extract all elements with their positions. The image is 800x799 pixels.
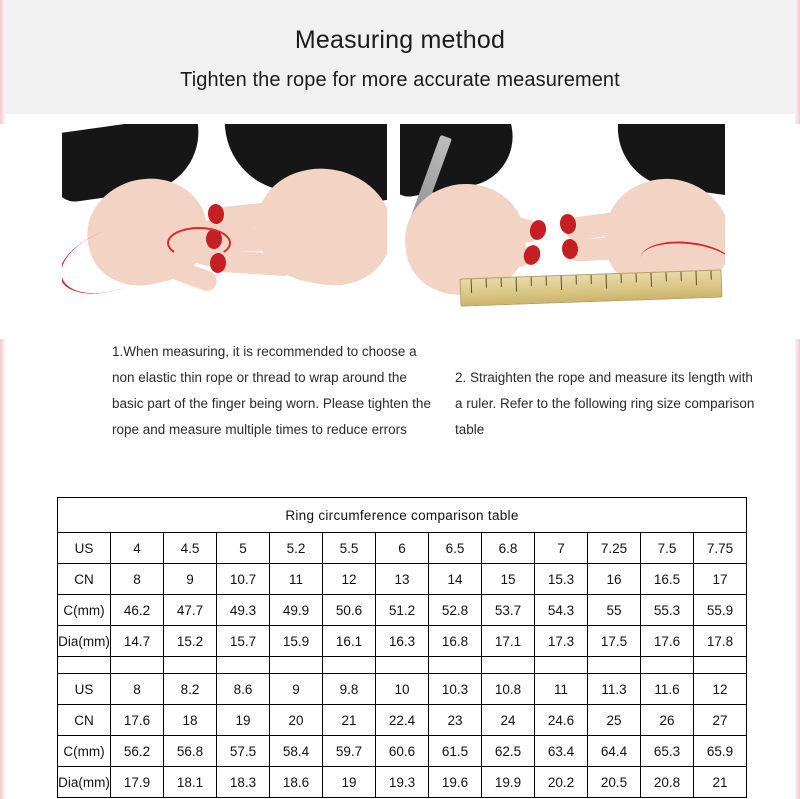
cell-block2-cn-8: 24.6 bbox=[535, 705, 588, 736]
header bbox=[0, 0, 800, 114]
cell-block1-cmm-6: 52.8 bbox=[429, 595, 482, 626]
spacer-cell bbox=[164, 657, 217, 674]
spacer-cell bbox=[694, 657, 747, 674]
cell-block2-cn-3: 20 bbox=[270, 705, 323, 736]
cell-block2-us-5: 10 bbox=[376, 674, 429, 705]
cell-block1-cn-8: 15.3 bbox=[535, 564, 588, 595]
cell-block2-us-11: 12 bbox=[694, 674, 747, 705]
cell-block2-cmm-6: 61.5 bbox=[429, 736, 482, 767]
row-label-cmm: C(mm) bbox=[58, 595, 111, 626]
row-label-cn: CN bbox=[58, 564, 111, 595]
cell-block2-diamm-10: 20.8 bbox=[641, 767, 694, 798]
cell-block1-cmm-11: 55.9 bbox=[694, 595, 747, 626]
page-subtitle: Tighten the rope for more accurate measurement bbox=[180, 69, 620, 91]
cell-block1-diamm-0: 14.7 bbox=[111, 626, 164, 657]
cell-block1-cn-1: 9 bbox=[164, 564, 217, 595]
cell-block1-us-4: 5.5 bbox=[323, 533, 376, 564]
cell-block1-us-8: 7 bbox=[535, 533, 588, 564]
cell-block1-cmm-10: 55.3 bbox=[641, 595, 694, 626]
page-title: Measuring method bbox=[294, 26, 506, 54]
caption-row bbox=[0, 339, 800, 459]
cell-block2-diamm-1: 18.1 bbox=[164, 767, 217, 798]
caption-step-1: 1.When measuring, it is recommended to choose a non elastic thin rope or thread to wrap around the basic part of the finger being worn. Please tighten the rope and measure multiple times to reduce errors bbox=[112, 344, 431, 437]
cell-block2-us-0: 8 bbox=[111, 674, 164, 705]
cell-block1-diamm-7: 17.1 bbox=[482, 626, 535, 657]
cell-block2-us-3: 9 bbox=[270, 674, 323, 705]
cell-block2-us-1: 8.2 bbox=[164, 674, 217, 705]
cell-block2-cmm-2: 57.5 bbox=[217, 736, 270, 767]
cell-block1-cn-9: 16 bbox=[588, 564, 641, 595]
cell-block1-diamm-9: 17.5 bbox=[588, 626, 641, 657]
cell-block2-cn-9: 25 bbox=[588, 705, 641, 736]
cell-block2-cn-1: 18 bbox=[164, 705, 217, 736]
cell-block2-us-7: 10.8 bbox=[482, 674, 535, 705]
cell-block2-us-8: 11 bbox=[535, 674, 588, 705]
cell-block2-us-2: 8.6 bbox=[217, 674, 270, 705]
cell-block1-diamm-8: 17.3 bbox=[535, 626, 588, 657]
cell-block1-cn-3: 11 bbox=[270, 564, 323, 595]
spacer-cell bbox=[323, 657, 376, 674]
row-label-diamm: Dia(mm) bbox=[58, 626, 111, 657]
cell-block2-diamm-6: 19.6 bbox=[429, 767, 482, 798]
spacer-cell bbox=[482, 657, 535, 674]
spacer-cell bbox=[111, 657, 164, 674]
cell-block2-cn-2: 19 bbox=[217, 705, 270, 736]
cell-block1-us-7: 6.8 bbox=[482, 533, 535, 564]
cell-block2-diamm-8: 20.2 bbox=[535, 767, 588, 798]
table-row bbox=[58, 674, 747, 705]
cell-block1-us-9: 7.25 bbox=[588, 533, 641, 564]
cell-block1-cmm-1: 47.7 bbox=[164, 595, 217, 626]
cell-block1-cmm-3: 49.9 bbox=[270, 595, 323, 626]
hand-with-rope-photo bbox=[62, 124, 387, 329]
cell-block2-cmm-0: 56.2 bbox=[111, 736, 164, 767]
row-label-diamm: Dia(mm) bbox=[58, 767, 111, 798]
row-label-us: US bbox=[58, 533, 111, 564]
cell-block2-diamm-2: 18.3 bbox=[217, 767, 270, 798]
cell-block1-cmm-4: 50.6 bbox=[323, 595, 376, 626]
cell-block2-diamm-4: 19 bbox=[323, 767, 376, 798]
spacer-cell bbox=[376, 657, 429, 674]
cell-block2-cn-5: 22.4 bbox=[376, 705, 429, 736]
cell-block2-cn-10: 26 bbox=[641, 705, 694, 736]
cell-block2-us-4: 9.8 bbox=[323, 674, 376, 705]
table-row bbox=[58, 767, 747, 798]
cell-block1-cn-2: 10.7 bbox=[217, 564, 270, 595]
cell-block1-diamm-1: 15.2 bbox=[164, 626, 217, 657]
cell-block2-cn-4: 21 bbox=[323, 705, 376, 736]
cell-block2-cmm-10: 65.3 bbox=[641, 736, 694, 767]
cell-block1-us-5: 6 bbox=[376, 533, 429, 564]
cell-block2-cmm-3: 58.4 bbox=[270, 736, 323, 767]
table-row bbox=[58, 564, 747, 595]
cell-block1-us-1: 4.5 bbox=[164, 533, 217, 564]
cell-block1-diamm-11: 17.8 bbox=[694, 626, 747, 657]
table-row bbox=[58, 626, 747, 657]
spacer-cell bbox=[270, 657, 323, 674]
cell-block1-cn-10: 16.5 bbox=[641, 564, 694, 595]
cell-block2-cmm-8: 63.4 bbox=[535, 736, 588, 767]
cell-block2-diamm-3: 18.6 bbox=[270, 767, 323, 798]
cell-block1-diamm-4: 16.1 bbox=[323, 626, 376, 657]
cell-block2-us-10: 11.6 bbox=[641, 674, 694, 705]
ring-size-table bbox=[57, 497, 747, 798]
spacer-cell bbox=[58, 657, 111, 674]
size-table-container bbox=[57, 497, 747, 798]
table-row bbox=[58, 705, 747, 736]
cell-block2-cmm-11: 65.9 bbox=[694, 736, 747, 767]
cell-block1-diamm-6: 16.8 bbox=[429, 626, 482, 657]
cell-block1-cmm-2: 49.3 bbox=[217, 595, 270, 626]
cell-block2-cmm-4: 59.7 bbox=[323, 736, 376, 767]
cell-block1-us-2: 5 bbox=[217, 533, 270, 564]
spacer-cell bbox=[535, 657, 588, 674]
cell-block2-cmm-9: 64.4 bbox=[588, 736, 641, 767]
cell-block1-cn-0: 8 bbox=[111, 564, 164, 595]
cell-block2-diamm-5: 19.3 bbox=[376, 767, 429, 798]
cell-block2-diamm-9: 20.5 bbox=[588, 767, 641, 798]
cell-block2-diamm-7: 19.9 bbox=[482, 767, 535, 798]
row-label-cmm: C(mm) bbox=[58, 736, 111, 767]
spacer-cell bbox=[588, 657, 641, 674]
cell-block2-cn-6: 23 bbox=[429, 705, 482, 736]
spacer-cell bbox=[217, 657, 270, 674]
table-title: Ring circumference comparison table bbox=[58, 498, 747, 533]
cell-block1-cmm-7: 53.7 bbox=[482, 595, 535, 626]
cell-block1-cn-11: 17 bbox=[694, 564, 747, 595]
cell-block1-cn-7: 15 bbox=[482, 564, 535, 595]
cell-block1-cmm-9: 55 bbox=[588, 595, 641, 626]
cell-block1-cmm-8: 54.3 bbox=[535, 595, 588, 626]
cell-block2-us-6: 10.3 bbox=[429, 674, 482, 705]
cell-block1-us-0: 4 bbox=[111, 533, 164, 564]
row-label-us: US bbox=[58, 674, 111, 705]
cell-block1-diamm-2: 15.7 bbox=[217, 626, 270, 657]
spacer-cell bbox=[641, 657, 694, 674]
cell-block2-us-9: 11.3 bbox=[588, 674, 641, 705]
cell-block2-cn-11: 27 bbox=[694, 705, 747, 736]
cell-block1-cmm-0: 46.2 bbox=[111, 595, 164, 626]
cell-block1-cn-5: 13 bbox=[376, 564, 429, 595]
cell-block2-cn-7: 24 bbox=[482, 705, 535, 736]
cell-block1-cn-4: 12 bbox=[323, 564, 376, 595]
cell-block2-diamm-0: 17.9 bbox=[111, 767, 164, 798]
photo-row bbox=[0, 124, 800, 339]
cell-block1-us-11: 7.75 bbox=[694, 533, 747, 564]
cell-block2-diamm-11: 21 bbox=[694, 767, 747, 798]
cell-block2-cn-0: 17.6 bbox=[111, 705, 164, 736]
cell-block1-us-6: 6.5 bbox=[429, 533, 482, 564]
table-row bbox=[58, 595, 747, 626]
cell-block1-diamm-10: 17.6 bbox=[641, 626, 694, 657]
caption-step-2: 2. Straighten the rope and measure its length with a ruler. Refer to the following ring size comparison table bbox=[455, 370, 755, 437]
table-row bbox=[58, 533, 747, 564]
cell-block1-diamm-3: 15.9 bbox=[270, 626, 323, 657]
cell-block1-cmm-5: 51.2 bbox=[376, 595, 429, 626]
cell-block1-us-10: 7.5 bbox=[641, 533, 694, 564]
row-label-cn: CN bbox=[58, 705, 111, 736]
cell-block2-cmm-5: 60.6 bbox=[376, 736, 429, 767]
cell-block2-cmm-1: 56.8 bbox=[164, 736, 217, 767]
table-spacer-row bbox=[58, 657, 747, 674]
cell-block2-cmm-7: 62.5 bbox=[482, 736, 535, 767]
cell-block1-diamm-5: 16.3 bbox=[376, 626, 429, 657]
table-row bbox=[58, 736, 747, 767]
spacer-cell bbox=[429, 657, 482, 674]
cell-block1-us-3: 5.2 bbox=[270, 533, 323, 564]
cell-block1-cn-6: 14 bbox=[429, 564, 482, 595]
table-title-row bbox=[58, 498, 747, 533]
rope-with-ruler-photo bbox=[400, 124, 725, 329]
